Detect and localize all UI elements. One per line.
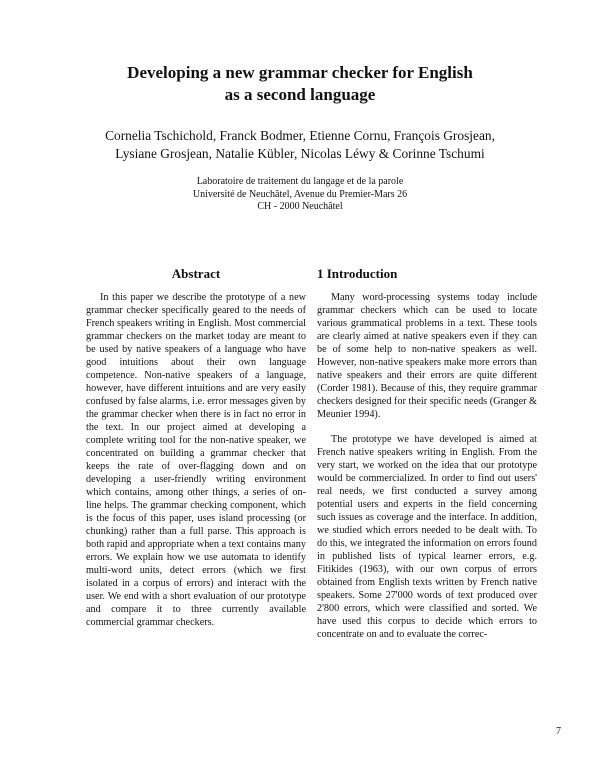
introduction-paragraph-2: The prototype we have developed is aimed at French native speakers writing in English. From the very start, we worked on the idea that our prototype would be commercialized. In order to find out users' real needs, we first conducted a survey among potential users and experts in the field concerning such issues as coverage and the interface. In addition, we studied which errors needed to be dealt with. To do this, we integrated the information on errors found in published lists of typical learner errors, e.g. Fitikides (1963), with our own corpus of errors obtained from English texts written by French native speakers. Some 27'000 words of text produced over 2'800 errors, which were classified and sorted. We have used this corpus to decide which errors to concentrate on and to evaluate the correc- bbox=[317, 434, 537, 640]
affiliation-line-3: CH - 2000 Neuchâtel bbox=[257, 201, 343, 212]
page-number: 7 bbox=[556, 726, 561, 737]
author-list bbox=[60, 127, 540, 163]
introduction-paragraph-1: Many word-processing systems today include grammar checkers which can be used to locate various grammatical problems in a text. These tools are clearly aimed at native speakers even if they can be of some help to non-native speakers as well. However, non-native speakers make more errors than native speakers and their errors are quite different (Corder 1981). Because of this, they require grammar checkers designed for their specific needs (Granger & Meunier 1994). bbox=[317, 292, 537, 420]
affiliation-line-1: Laboratoire de traitement du langage et de la parole bbox=[196, 176, 404, 187]
title-line-2: as a second language bbox=[224, 85, 376, 104]
abstract-text: In this paper we describe the prototype of a new grammar checker specifically geared to the needs of French speakers writing in English. Most commercial grammar checkers on the market today are meant to be used by native speakers of a language who have good intuitions about their own language competence. Non-native speakers of a language, however, have different intuitions and are very easily confused by false alarms, i.e. error messages given by the grammar checker when there is in fact no error in the text. In our project aimed at developing a complete writing tool for the non-native speaker, we concentrated on building a grammar checker that keeps the rate of over-flagging down and on developing a user-friendly writing environment which contains, among other things, a series of on-line helps. The grammar checking component, which is the focus of this paper, uses island processing (or chunking) rather than a full parse. This approach is both rapid and appropriate when a text contains many errors. We explain how we use automata to identify multi-word units, detect errors (which we first isolated in a corpus of errors) and interact with the user. We end with a short evaluation of our prototype and compare it to three currently available commercial grammar checkers. bbox=[86, 292, 306, 628]
abstract-column bbox=[86, 266, 306, 629]
title-line-1: Developing a new grammar checker for English bbox=[127, 63, 473, 82]
affiliation bbox=[150, 176, 450, 214]
introduction-heading: 1 Introduction bbox=[317, 266, 398, 281]
abstract-heading: Abstract bbox=[171, 266, 221, 281]
author-line-2: Lysiane Grosjean, Natalie Kübler, Nicolas Léwy & Corinne Tschumi bbox=[115, 146, 485, 161]
paper-title bbox=[60, 62, 540, 106]
author-line-1: Cornelia Tschichold, Franck Bodmer, Etienne Cornu, François Grosjean, bbox=[105, 128, 495, 143]
introduction-column bbox=[317, 266, 537, 641]
affiliation-line-2: Université de Neuchâtel, Avenue du Premier-Mars 26 bbox=[192, 188, 408, 200]
